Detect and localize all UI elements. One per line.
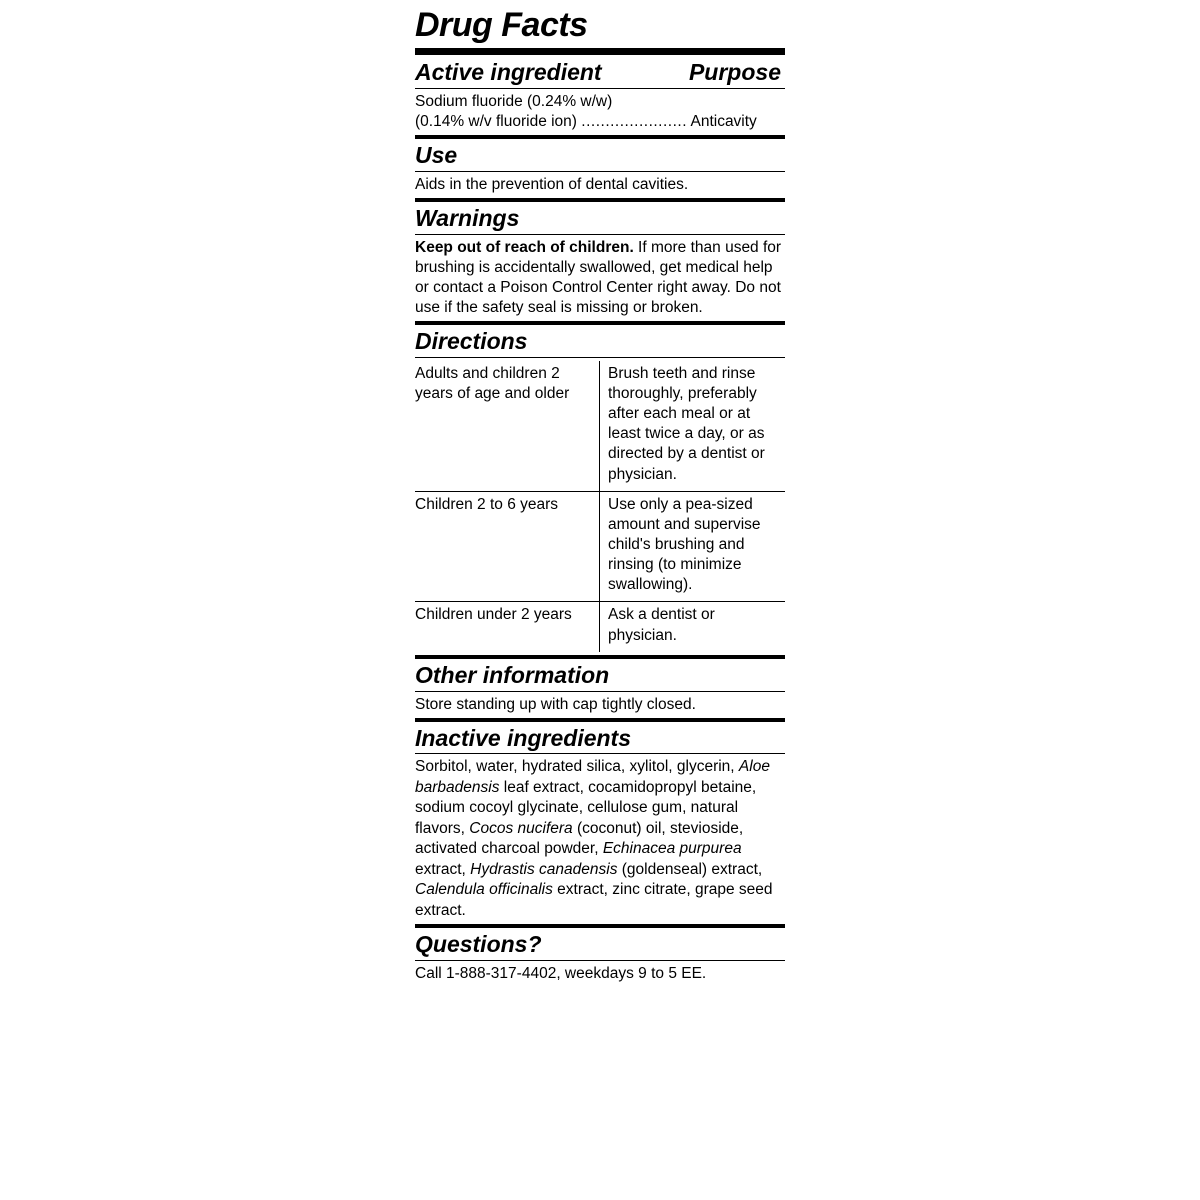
use-text: Aids in the prevention of dental cavities. <box>415 175 689 193</box>
directions-heading: Directions <box>415 328 528 355</box>
active-ingredient-line-2 <box>415 112 785 132</box>
directions-who-3: Children under 2 years <box>415 602 600 652</box>
divider-before-use <box>415 135 785 139</box>
table-row <box>415 602 785 652</box>
divider-under-warnings-heading <box>415 234 785 235</box>
table-row <box>415 491 785 602</box>
active-ingredient-line-1: Sodium fluoride (0.24% w/w) <box>415 92 613 110</box>
purpose-heading: Purpose <box>688 58 781 85</box>
directions-who-1: Adults and children 2 years of age and older <box>415 364 570 403</box>
questions-heading: Questions? <box>415 931 542 958</box>
divider-heavy-top <box>415 48 785 55</box>
questions-text: Call 1-888-317-4402, weekdays 9 to 5 EE. <box>415 964 707 982</box>
leader-dots: ...................... <box>581 112 688 130</box>
divider-under-use-heading <box>415 171 785 172</box>
table-row <box>415 361 785 491</box>
divider-under-inactive-heading <box>415 753 785 754</box>
divider-under-directions-heading <box>415 357 785 358</box>
warnings-body: If more than used for brushing is accidentally swallowed, get medical help or contact a Poison Control Center right away. Do not use if the safety seal is missing or broken. <box>415 238 782 317</box>
active-ingredient-heading: Active ingredient <box>415 58 602 85</box>
page-title: Drug Facts <box>415 6 588 44</box>
active-ingredient-ion: (0.14% w/v fluoride ion) <box>415 112 582 130</box>
inactive-ingredients-text: Sorbitol, water, hydrated silica, xylitol, glycerin, Aloe barbadensis leaf extract, cocamidopropyl betaine, sodium cocoyl glycinate, cellulose gum, natural flavors, Cocos nucifera (coconut) oil, stevioside, activated charcoal powder, Echinacea purpurea extract, Hydrastis canadensis (goldenseal) extract, Calendula officinalis extract, zinc citrate, grape seed extract. <box>415 758 773 919</box>
directions-table <box>415 361 785 652</box>
divider-under-questions-heading <box>415 960 785 961</box>
purpose-value: Anticavity <box>687 112 757 130</box>
divider-under-other-info-heading <box>415 691 785 692</box>
divider-before-questions <box>415 924 785 928</box>
warnings-bold-lead: Keep out of reach of children. <box>415 238 634 256</box>
divider-before-other-info <box>415 655 785 659</box>
directions-who-2: Children 2 to 6 years <box>415 491 600 602</box>
drug-facts-panel <box>415 8 785 984</box>
warnings-heading: Warnings <box>415 204 520 231</box>
directions-what-1: Brush teeth and rinse thoroughly, preferably after each meal or at least twice a day, or as directed by a dentist or physician. <box>600 361 786 491</box>
divider-before-inactive <box>415 718 785 722</box>
inactive-ingredients-heading: Inactive ingredients <box>415 724 632 751</box>
use-heading: Use <box>415 141 458 168</box>
active-ingredient-heading-row <box>415 59 785 86</box>
warnings-text <box>415 238 785 319</box>
divider-before-directions <box>415 321 785 325</box>
divider-under-active-heading <box>415 88 785 89</box>
other-information-text: Store standing up with cap tightly closed. <box>415 695 696 713</box>
directions-what-3: Ask a dentist or physician. <box>600 602 786 652</box>
other-information-heading: Other information <box>415 661 610 688</box>
divider-before-warnings <box>415 198 785 202</box>
directions-what-2: Use only a pea-sized amount and supervise child's brushing and rinsing (to minimize swallowing). <box>600 491 786 602</box>
